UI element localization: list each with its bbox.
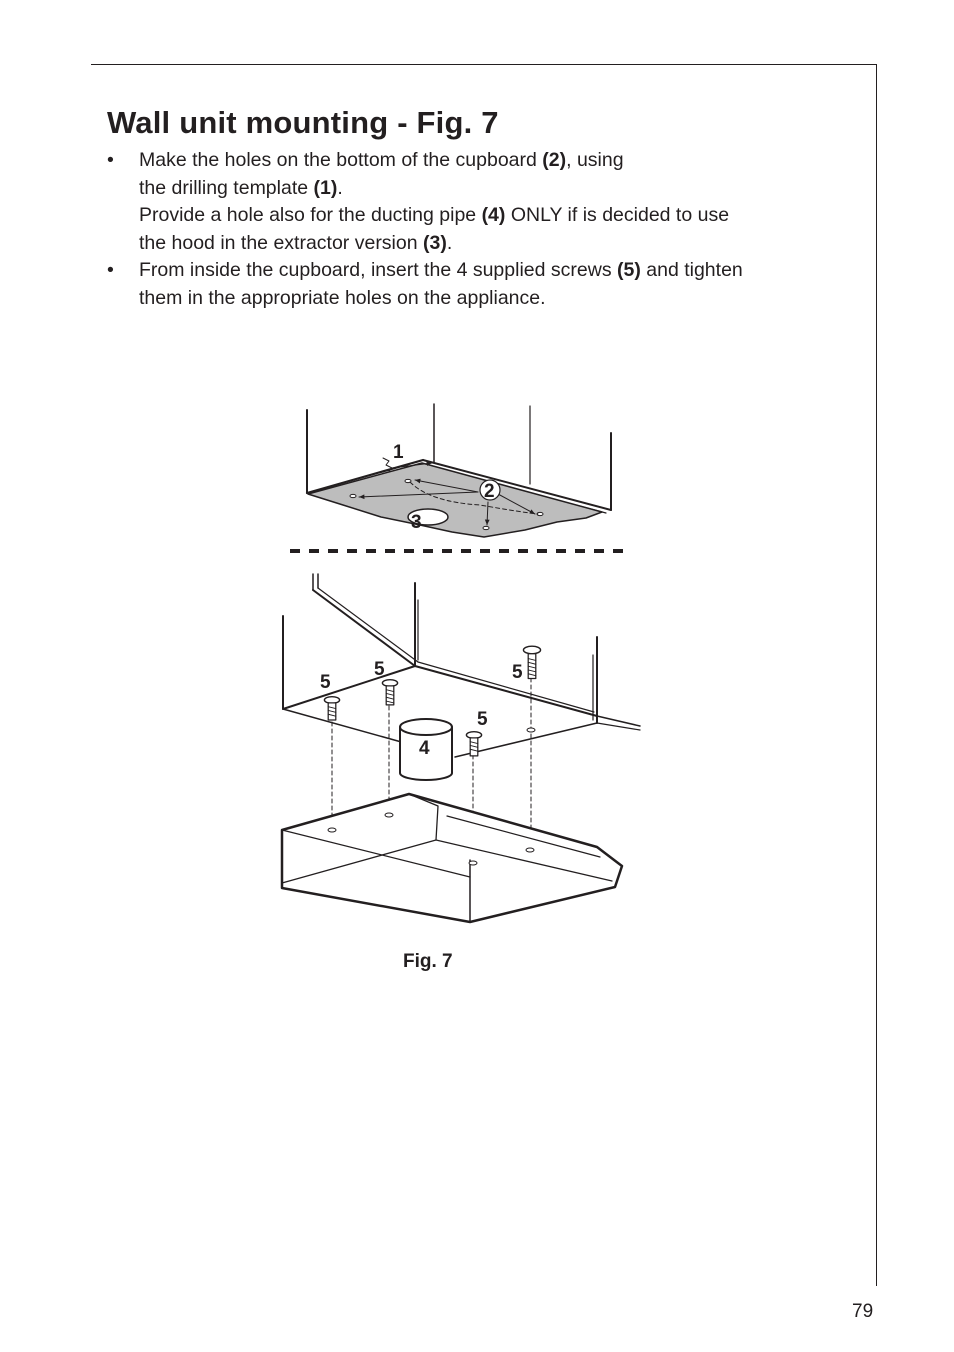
- instruction-line: From inside the cupboard, insert the 4 supplied screws (5) and tighten: [139, 259, 743, 281]
- reference-3: (3): [423, 231, 447, 254]
- label-duct-pipe: 4: [419, 738, 430, 759]
- label-screw: 5: [320, 672, 331, 693]
- instruction-line: the drilling template (1).: [139, 176, 343, 199]
- cupboard-underside: [283, 574, 640, 757]
- screw-3: [466, 732, 481, 756]
- cooker-hood: [282, 794, 622, 922]
- right-rule: [876, 64, 877, 1286]
- reference-1: (1): [313, 176, 338, 199]
- reference-4: (4): [481, 204, 506, 226]
- label-template: 1: [393, 442, 404, 463]
- bullet-symbol: •: [107, 259, 114, 281]
- figure-caption: Fig. 7: [403, 951, 453, 972]
- label-screw: 5: [477, 709, 488, 730]
- reference-2: (2): [542, 149, 567, 171]
- instruction-line: Provide a hole also for the ducting pipe (4) ONLY if is decided to use: [139, 204, 730, 226]
- reference-5: (5): [617, 259, 641, 281]
- instruction-item-2: [107, 257, 847, 312]
- label-holes: 2: [484, 481, 495, 502]
- top-rule: [91, 64, 877, 65]
- label-screw: 5: [512, 662, 523, 683]
- instruction-line: Make the holes on the bottom of the cupboard (2), using: [139, 149, 624, 171]
- instruction-line: the hood in the extractor version (3).: [139, 231, 453, 254]
- mounting-diagram: [270, 395, 650, 935]
- section-title: Wall unit mounting - Fig. 7: [107, 105, 499, 140]
- label-duct-hole: 3: [411, 512, 422, 533]
- instruction-item-1: [107, 147, 847, 257]
- bullet-symbol: •: [107, 149, 114, 171]
- underside-holes: [527, 728, 535, 732]
- instruction-list: [107, 147, 847, 312]
- page-number: 79: [852, 1301, 874, 1322]
- screw-4: [523, 646, 540, 678]
- instruction-line: them in the appropriate holes on the appliance.: [139, 286, 546, 309]
- drilling-template: [308, 463, 602, 537]
- screw-1: [324, 697, 339, 720]
- screw-2: [382, 680, 397, 705]
- label-screw: 5: [374, 659, 385, 680]
